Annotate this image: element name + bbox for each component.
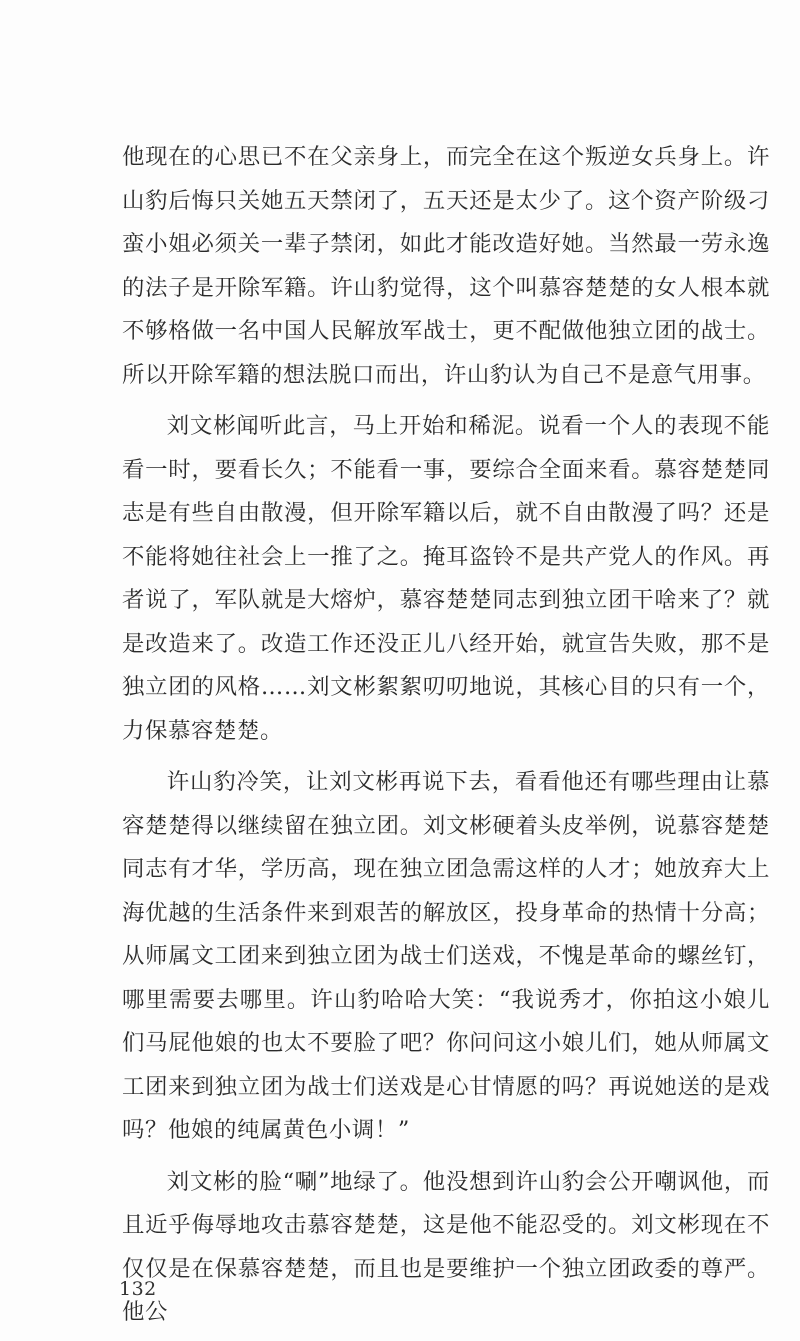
paragraph-1: 他现在的心思已不在父亲身上，而完全在这个叛逆女兵身上。许山豹后悔只关她五天禁闭了，五天还是太少了。这个资产阶级刁蛮小姐必须关一辈子禁闭，如此才能改造好她。当然最一劳永逸的法子是开除军籍。许山豹觉得，这个叫慕容楚楚的女人根本就不够格做一名中国人民解放军战士，更不配做他独立团的战士。所以开除军籍的想法脱口而出，许山豹认为自己不是意气用事。 [122, 144, 770, 388]
paragraph-2: 刘文彬闻听此言，马上开始和稀泥。说看一个人的表现不能看一时，要看长久；不能看一事，要综合全面来看。慕容楚楚同志是有些自由散漫，但开除军籍以后，就不自由散漫了吗？还是不能将她往社会上一推了之。掩耳盗铃不是共产党人的作风。再者说了，军队就是大熔炉，慕容楚楚同志到独立团干啥来了？就是改造来了。改造工作还没正儿八经开始，就宣告失败，那不是独立团的风格……刘文彬絮絮叨叨地说，其核心目的只有一个，力保慕容楚楚。 [122, 413, 770, 744]
paragraph-3: 许山豹冷笑，让刘文彬再说下去，看看他还有哪些理由让慕容楚楚得以继续留在独立团。刘文彬硬着头皮举例，说慕容楚楚同志有才华，学历高，现在独立团急需这样的人才；她放弃大上海优越的生活条件来到艰苦的解放区，投身革命的热情十分高；从师属文工团来到独立团为战士们送戏，不愧是革命的螺丝钉，哪里需要去哪里。许山豹哈哈大笑：“我说秀才，你拍这小娘儿们马屁他娘的也太不要脸了吧？你问问这小娘儿们，她从师属文工团来到独立团为战士们送戏是心甘情愿的吗？再说她送的是戏吗？他娘的纯属黄色小调！” [122, 769, 770, 1143]
body-text [122, 136, 770, 1335]
page-number: 132 [119, 1278, 157, 1300]
paragraph-4: 刘文彬的脸“唰”地绿了。他没想到许山豹会公开嘲讽他，而且近乎侮辱地攻击慕容楚楚，这是他不能忍受的。刘文彬现在不仅仅是在保慕容楚楚，而且也是要维护一个独立团政委的尊严。他公 [122, 1168, 770, 1325]
